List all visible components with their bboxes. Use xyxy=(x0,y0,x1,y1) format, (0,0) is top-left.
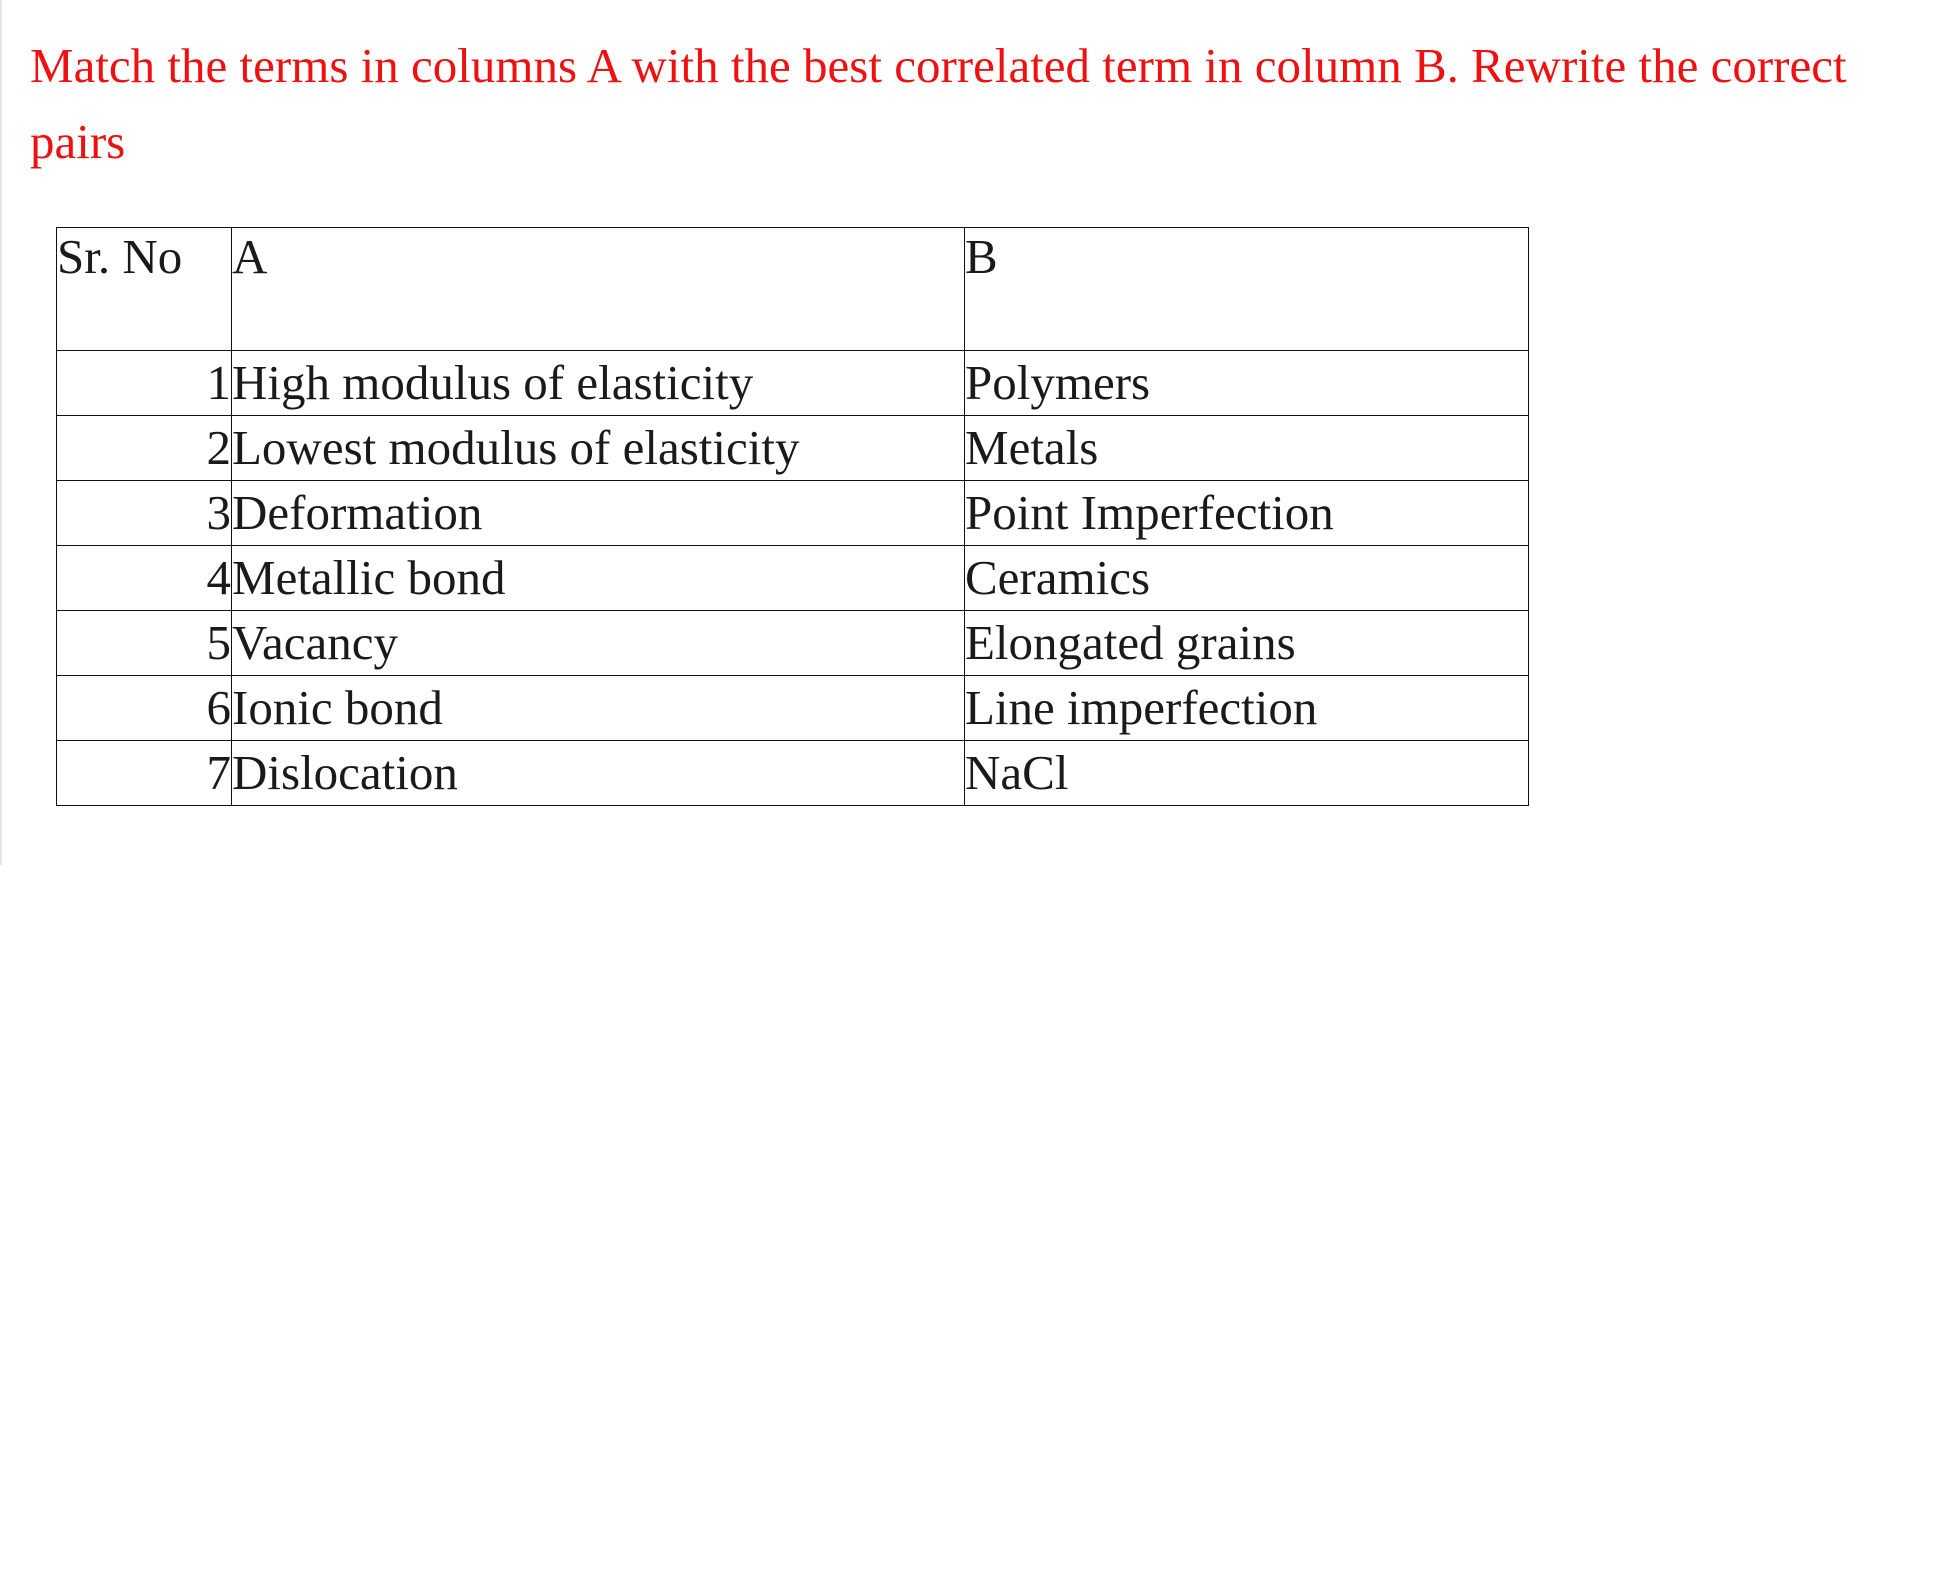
match-table xyxy=(56,227,1529,806)
term-a: Vacancy xyxy=(232,611,965,676)
header-sr-no: Sr. No xyxy=(57,228,232,351)
term-a: Metallic bond xyxy=(232,546,965,611)
term-b: Line imperfection xyxy=(965,676,1529,741)
term-a: Dislocation xyxy=(232,741,965,806)
table-row xyxy=(57,481,1529,546)
table-body xyxy=(57,351,1529,806)
table-header xyxy=(57,228,1529,351)
term-b: NaCl xyxy=(965,741,1529,806)
table-row xyxy=(57,676,1529,741)
question-text: Match the terms in columns A with the best correlated term in column B. Rewrite the correct pairs xyxy=(30,38,1847,169)
row-number: 2 xyxy=(57,416,232,481)
page-left-edge xyxy=(0,0,2,865)
table-row xyxy=(57,546,1529,611)
table-row xyxy=(57,611,1529,676)
term-a: High modulus of elasticity xyxy=(232,351,965,416)
header-row xyxy=(57,228,1529,351)
row-number: 7 xyxy=(57,741,232,806)
table-row xyxy=(57,741,1529,806)
header-column-a: A xyxy=(232,228,965,351)
row-number: 1 xyxy=(57,351,232,416)
term-b: Point Imperfection xyxy=(965,481,1529,546)
term-a: Ionic bond xyxy=(232,676,965,741)
row-number: 3 xyxy=(57,481,232,546)
term-a: Lowest modulus of elasticity xyxy=(232,416,965,481)
term-b: Metals xyxy=(965,416,1529,481)
term-b: Ceramics xyxy=(965,546,1529,611)
table-row xyxy=(57,416,1529,481)
term-a: Deformation xyxy=(232,481,965,546)
term-b: Polymers xyxy=(965,351,1529,416)
row-number: 4 xyxy=(57,546,232,611)
table-row xyxy=(57,351,1529,416)
header-column-b: B xyxy=(965,228,1529,351)
row-number: 6 xyxy=(57,676,232,741)
term-b: Elongated grains xyxy=(965,611,1529,676)
row-number: 5 xyxy=(57,611,232,676)
